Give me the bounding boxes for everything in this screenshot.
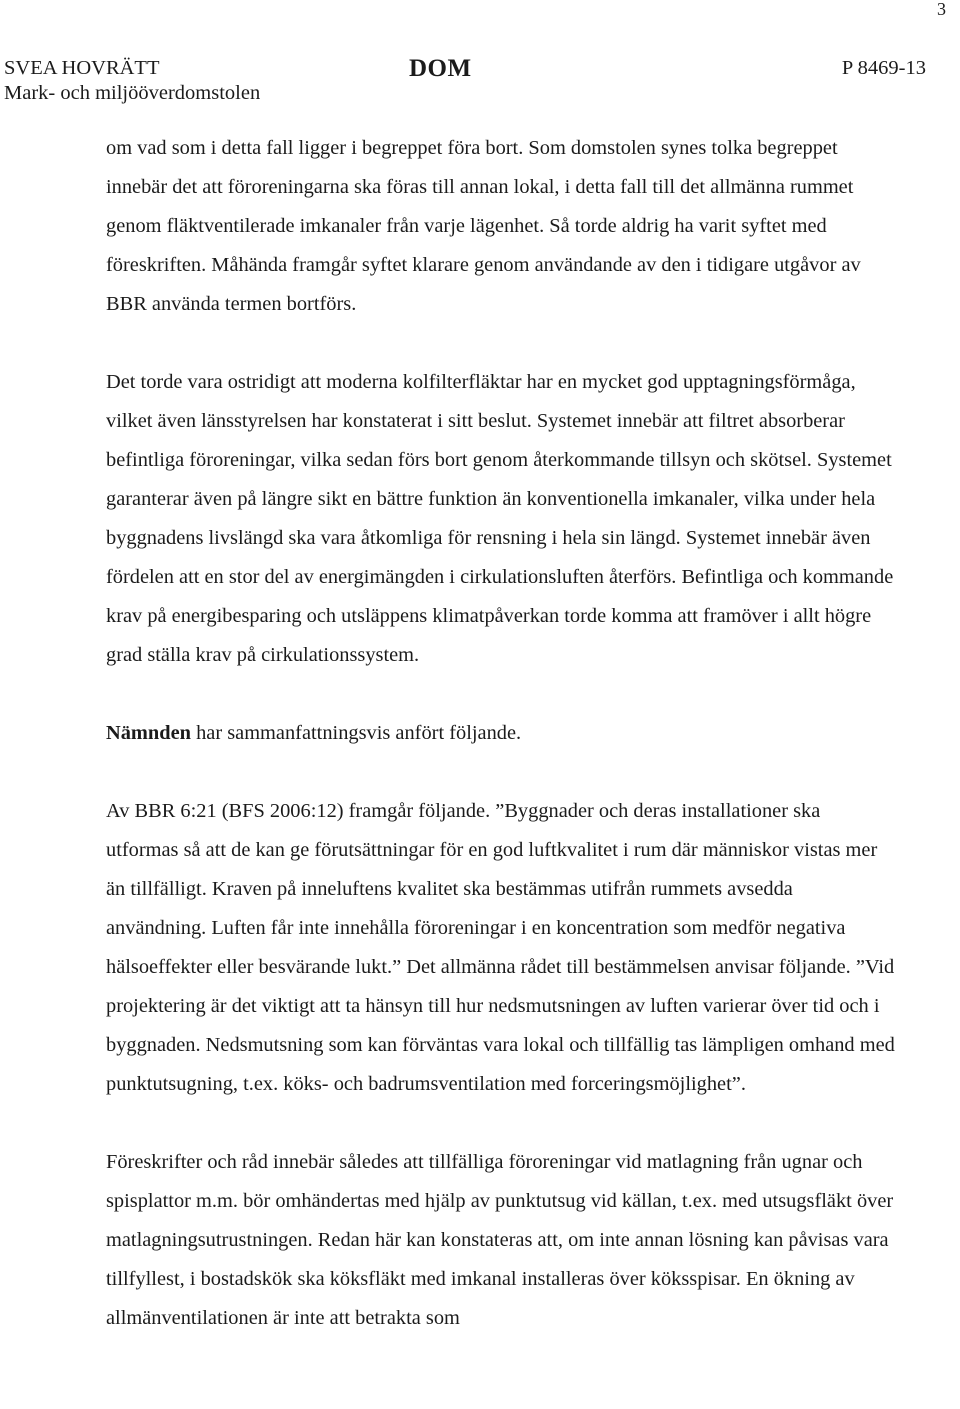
court-name: SVEA HOVRÄTT [4,57,160,79]
document-header [4,56,926,104]
paragraph-1-text: om vad som i detta fall ligger i begreppet föra bort. Som domstolen synes tolka begreppet innebär det att föroreningarna ska föras till annan lokal, i detta fall till det allmänna rummet genom fläktventilerade imkanaler från varje lägenhet. Så torde aldrig ha varit syftet med föreskriften. Måhända framgår syftet klarare genom användande av den i tidigare utgåvor av BBR använda termen bortförs. [106,137,861,315]
paragraph-4 [106,792,896,1104]
paragraph-5-text: Föreskrifter och råd innebär således att tillfälliga föroreningar vid matlagning från ugnar och spisplattor m.m. bör omhändertas med hjälp av punktutsug vid källan, t.ex. med utsugsfläkt över matlagningsutrustningen. Redan här kan konstateras att, om inte annan lösning kan påvisas vara tillfyllest, i bostadskök ska köksfläkt med imkanal installeras över köksspisar. En ökning av allmänventilationen är inte att betrakta som [106,1151,894,1329]
court-division: Mark- och miljööverdomstolen [4,82,261,104]
case-number: P 8469-13 [841,57,926,79]
paragraph-5 [106,1143,896,1338]
document-body [106,129,896,1377]
paragraph-1 [106,129,896,324]
paragraph-2-text: Det torde vara ostridigt att moderna kolfilterfläktar har en mycket god upptagningsförmåga, vilket även länsstyrelsen har konstaterat i sitt beslut. Systemet innebär att filtret absorberar befintliga föroreningar, vilka sedan förs bort genom återkommande tillsyn och skötsel. Systemet garanterar även på längre sikt en bättre funktion än konventionella imkanaler, vilka under hela byggnadens livslängd ska vara åtkomliga för rensning i hela sin längd. Systemet innebär även fördelen att en stor del av energimängden i cirkulationsluften återförs. Befintliga och kommande krav på energibesparing och utsläppens klimatpåverkan torde komma att framöver i allt högre grad ställa krav på cirkulationssystem. [106,371,894,666]
page-number: 3 [937,0,946,19]
paragraph-3-bold-lead: Nämnden [106,722,191,744]
paragraph-4-text: Av BBR 6:21 (BFS 2006:12) framgår följande. ”Byggnader och deras installationer ska utformas så att de kan ge förutsättningar för en god luftkvalitet i rum där människor vistas mer än tillfälligt. Kraven på inneluftens kvalitet ska bestämmas utifrån rummets avsedda användning. Luften får inte innehålla föroreningar i en koncentration som medför negativa hälsoeffekter eller besvärande lukt.” Det allmänna rådet till bestämmelsen anvisar följande. ”Vid projektering är det viktigt att ta hänsyn till hur nedsmutsningen av luften varierar över tid och i byggnaden. Nedsmutsning som kan förväntas vara lokal och tillfällig tas lämpligen omhand med punktutsugning, t.ex. köks- och badrumsventilation med forceringsmöjlighet”. [106,800,895,1095]
document-type: DOM [409,55,472,82]
paragraph-2 [106,363,896,675]
paragraph-3 [106,714,896,753]
paragraph-3-text: har sammanfattningsvis anfört följande. [190,722,522,744]
